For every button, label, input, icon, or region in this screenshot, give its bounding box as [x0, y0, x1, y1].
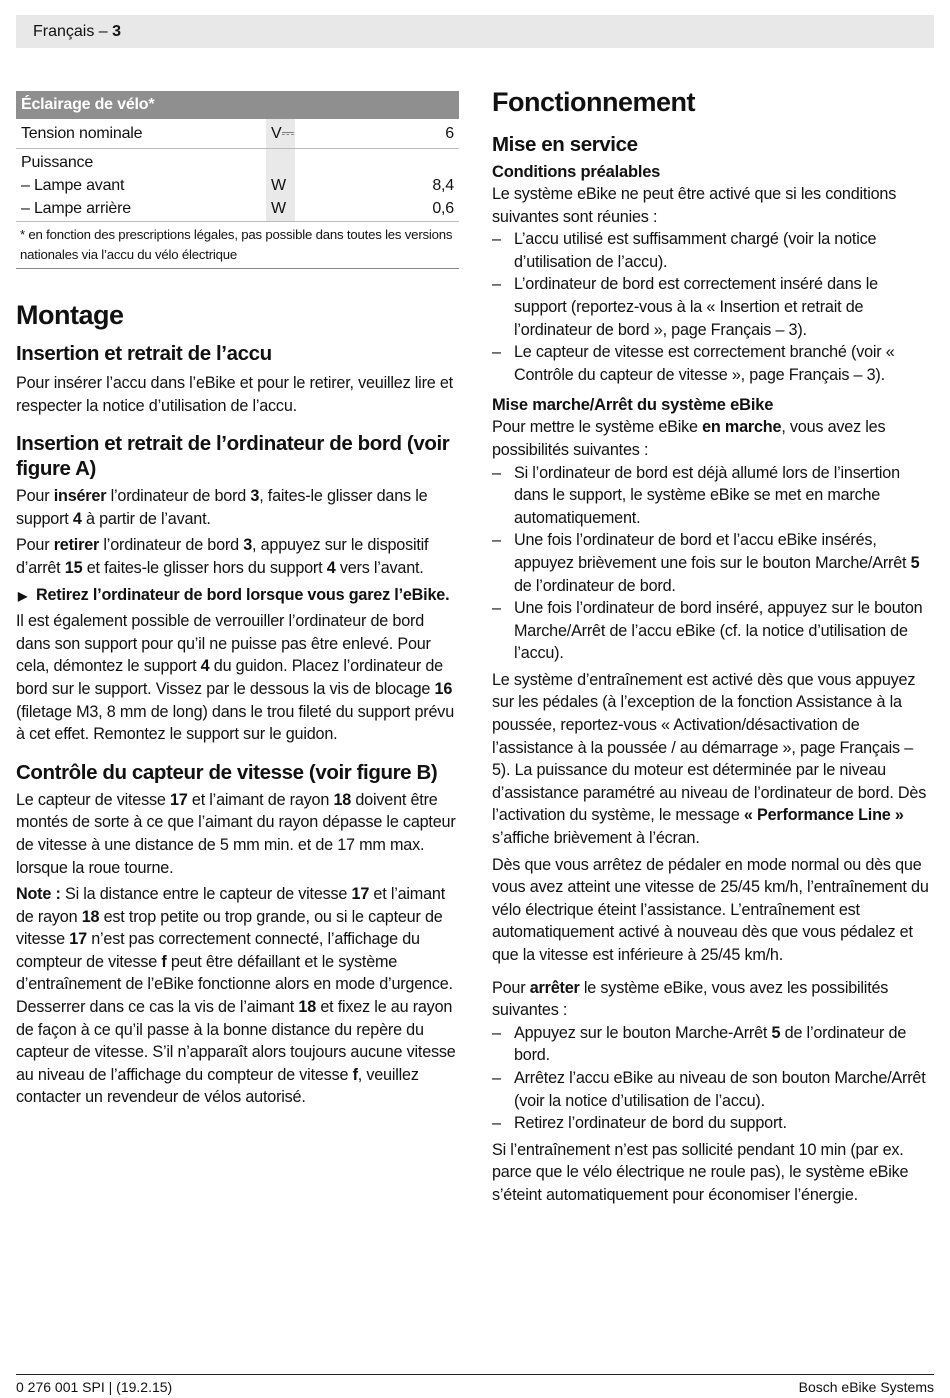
row-value: 0,6 — [432, 200, 454, 217]
header-page-number: 3 — [112, 23, 122, 40]
left-column — [16, 91, 459, 1109]
paragraph-capteur: Le capteur de vitesse 17 et l’aimant de rayon 18 doivent être montés de sorte à ce que l’aimant du rayon dépasse le capteur de vitesse à une distance de 5 mm min. et de 17 mm max. lorsque la roue tourne. — [16, 790, 456, 877]
row-value: 6 — [445, 125, 454, 142]
list-item: – L’ordinateur de bord est correctement inséré dans le support (reportez-vous à la « Insertion et retrait de l’ordinateur de bord », page Français – 3). — [492, 275, 878, 339]
right-column — [492, 86, 934, 1207]
heading-ordinateur: Insertion et retrait de l’ordinateur de bord (voir figure A) — [16, 432, 450, 481]
row-label: – Lampe arrière — [21, 200, 131, 217]
table-row — [16, 149, 459, 222]
list-item: – Arrêtez l’accu eBike au niveau de son bouton Marche/Arrêt (voir la notice d’utilisation de l’accu). — [492, 1068, 926, 1110]
heading-marche-arret: Mise marche/Arrêt du système eBike — [492, 396, 774, 415]
paragraph-pedaler: Dès que vous arrêtez de pédaler en mode normal ou dès que vous avez atteint une vitesse de 25/45 km/h, l’entraînement du vélo électrique éteint l’assistance. L’entraînement est automatiquement activé à nouveau dès que vous pédalez et que la vitesse est inférieure à 25/45 km/h. — [492, 855, 929, 964]
list-item: – Une fois l’ordinateur de bord inséré, appuyez sur le bouton Marche/Arrêt de l’accu eBike (cf. la notice d’utilisation de l’accu). — [492, 599, 923, 663]
paragraph-verrouiller: Il est également possible de verrouiller l’ordinateur de bord dans son support pour qu’il ne puisse pas être enlevé. Pour cela, démontez le support 4 du guidon. Placez l’ordinateur de bord sur le support. Vissez par le dessous la vis de blocage 16 (filetage M3, 8 mm de long) dans le trou fileté du support prévu à cet effet. Remontez le support sur le guidon. — [16, 612, 454, 744]
heading-capteur: Contrôle du capteur de vitesse (voir figure B) — [16, 760, 438, 784]
paragraph-arreter: Pour arrêter le système eBike, vous avez les possibilités suivantes : — [492, 978, 889, 1020]
list-item: – L’accu utilisé est suffisamment chargé (voir la notice d’utilisation de l’accu). — [492, 230, 877, 271]
header-separator: – — [94, 23, 113, 40]
header-language: Français — [33, 23, 95, 40]
heading-conditions: Conditions préalables — [492, 163, 661, 181]
warning-note: ▶ Retirez l’ordinateur de bord lorsque vous garez l’eBike. — [16, 584, 459, 607]
list-item: – Le capteur de vitesse est correctement branché (voir « Contrôle du capteur de vitesse », page Français – 3). — [492, 343, 895, 384]
paragraph-systeme: Le système d’entraînement est activé dès que vous appuyez sur les pédales (à l’exception de la fonction Assistance à la poussée, reportez-vous « Activation/désactivation de l’assistance à la poussée / au démarrage », page Français – 5). La puissance du moteur est déterminée par le niveau d’assistance paramétré au niveau de l’ordinateur de bord. Dès l’activation du système, le message « Performance Line » s’affiche brièvement à l’écran. — [492, 670, 927, 848]
section-title-montage: Montage — [16, 300, 124, 330]
page-footer — [16, 1374, 934, 1395]
row-unit: W — [271, 200, 286, 217]
table-footnote: * en fonction des prescriptions légales, pas possible dans toutes les versions nationales via l’accu du vélo électrique — [16, 222, 459, 269]
paragraph-retirer: Pour retirer l’ordinateur de bord 3, appuyez sur le dispositif d’arrêt 15 et faites-le glisser hors du support 4 vers l’avant. — [16, 536, 429, 577]
footer-brand: Bosch eBike Systems — [798, 1379, 934, 1395]
paragraph-marche: Pour mettre le système eBike en marche, vous avez les possibilités suivantes : — [492, 418, 886, 459]
heading-accu: Insertion et retrait de l’accu — [16, 342, 272, 365]
paragraph-insert: Pour insérer l’ordinateur de bord 3, faites-le glisser dans le support 4 à partir de l’avant. — [16, 487, 428, 528]
row-value: 8,4 — [432, 177, 454, 194]
paragraph-auto-off: Si l’entraînement n’est pas sollicité pendant 10 min (par ex. parce que le vélo électrique ne roule pas), le système eBike s’éteint automatiquement pour économiser l’énergie. — [492, 1140, 909, 1204]
list-item: – Si l’ordinateur de bord est déjà allumé lors de l’insertion dans le support, le système eBike se met en marche automatiquement. — [492, 463, 900, 527]
row-label: Tension nominale — [21, 125, 143, 142]
list-item: – Appuyez sur le bouton Marche-Arrêt 5 de l’ordinateur de bord. — [492, 1023, 907, 1065]
paragraph-accu: Pour insérer l’accu dans l’eBike et pour le retirer, veuillez lire et respecter la notice d’utilisation de l’accu. — [16, 374, 453, 415]
table-title: Éclairage de vélo* — [16, 91, 459, 119]
list-item: – Une fois l’ordinateur de bord et l’accu eBike insérés, appuyez brièvement une fois sur le bouton Marche/Arrêt 5 de l’ordinateur de bord. — [492, 531, 920, 595]
table-row — [16, 119, 459, 149]
lighting-spec-table — [16, 91, 459, 269]
row-label: Puissance — [21, 154, 94, 171]
row-unit: W — [271, 177, 286, 194]
heading-mise-en-service: Mise en service — [492, 133, 638, 156]
row-unit: V⎓ — [271, 125, 295, 142]
footer-doc-id: 0 276 001 SPI | (19.2.15) — [16, 1379, 173, 1395]
triangle-right-icon: ▶ — [18, 588, 28, 603]
paragraph-note: Note : Si la distance entre le capteur de vitesse 17 et l’aimant de rayon 18 est trop petite ou trop grande, ou si le capteur de vitesse 17 n’est pas correctement connecté, l’affichage du compteur de vitesse f peut être défaillant et le système d’entraînement de l’eBike fonctionne alors en mode d’urgence. Desserrer dans ce cas la vis de l’aimant 18 et fixez le au rayon de façon à ce qu’il passe à la bonne distance du repère du capteur de vitesse. S’il n’apparaît alors toujours aucune vitesse au niveau de l’affichage du compteur de vitesse f, veuillez contacter un revendeur de vélos autorisé. — [16, 885, 456, 1107]
page-header — [16, 15, 934, 48]
row-label: – Lampe avant — [21, 177, 125, 194]
list-item: – Retirez l’ordinateur de bord du support. — [492, 1114, 787, 1133]
section-title-fonctionnement: Fonctionnement — [492, 87, 695, 117]
paragraph-conditions: Le système eBike ne peut être activé que si les conditions suivantes sont réunies : — [492, 185, 897, 226]
